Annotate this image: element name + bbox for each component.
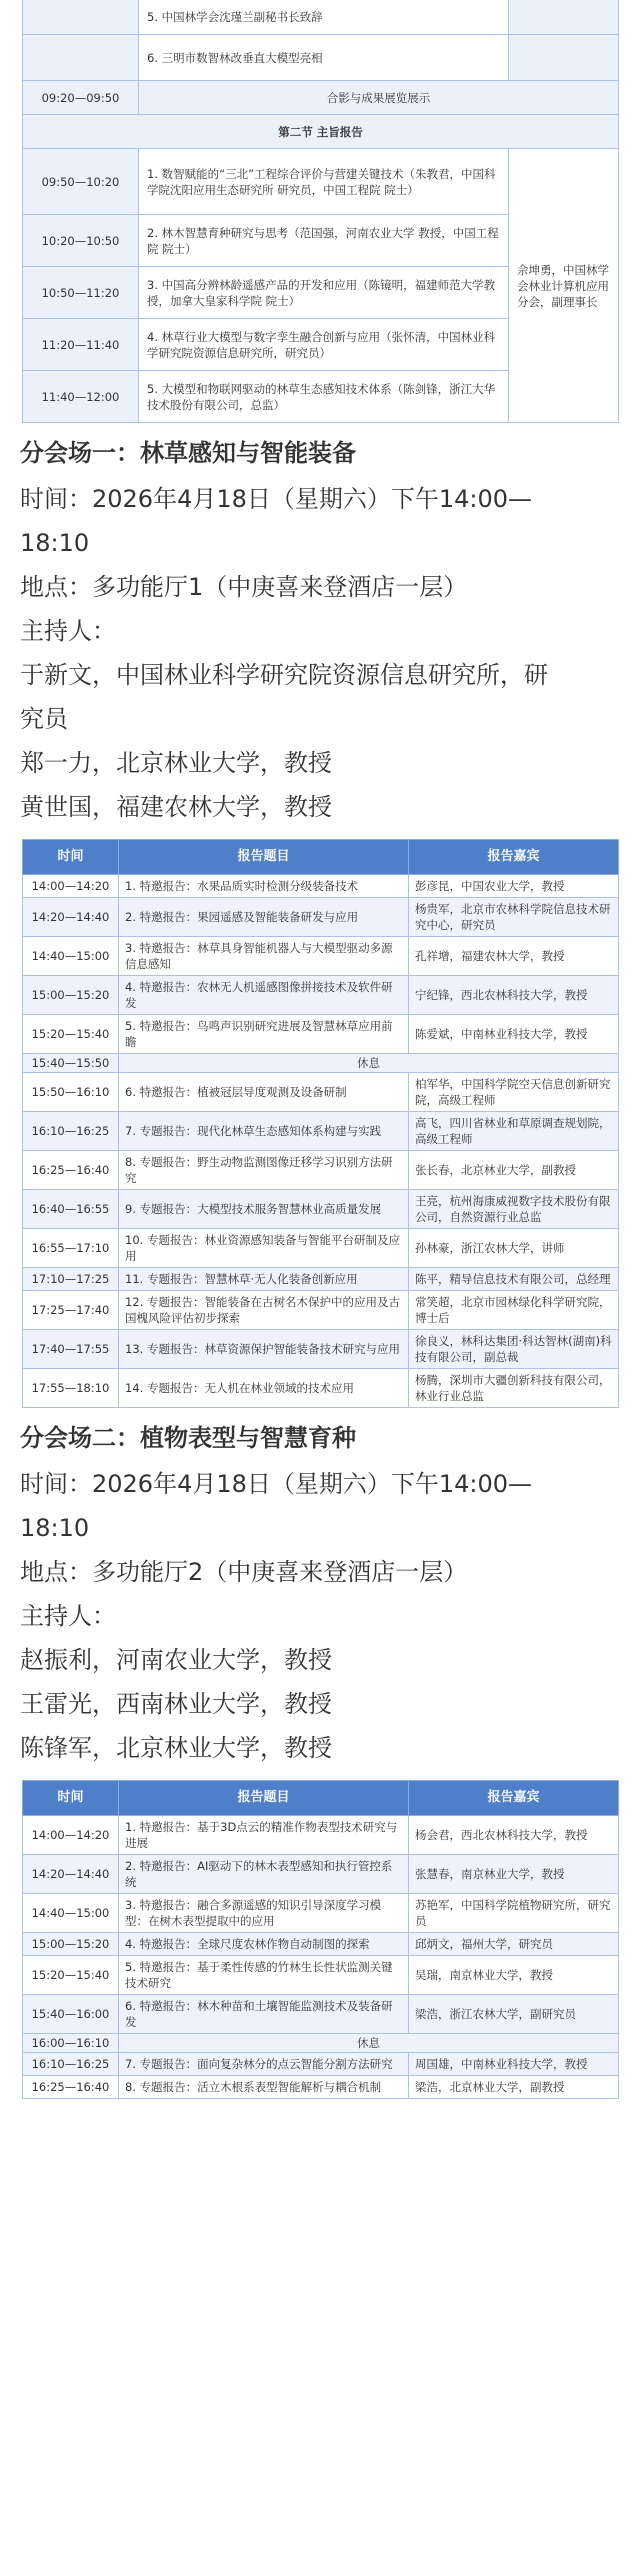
row-time: 17:10—17:25	[23, 1268, 119, 1291]
report-row	[23, 149, 619, 215]
photo-row	[23, 81, 619, 115]
session-1	[0, 437, 640, 829]
row-topic: 6. 特邀报告：林木种苗和土壤智能监测技术及装备研发	[119, 1995, 409, 2034]
row-guest: 苏艳军，中国科学院植物研究所，研究员	[409, 1894, 619, 1933]
row-topic: 1. 特邀报告：基于3D点云的精准作物表型技术研究与进展	[119, 1816, 409, 1855]
row-time: 14:00—14:20	[23, 1816, 119, 1855]
row-topic: 8. 专题报告：野生动物监测图像迁移学习识别方法研究	[119, 1151, 409, 1190]
row-guest: 孔祥增，福建农林大学，教授	[409, 937, 619, 976]
session-1-host: 于新文，中国林业科学研究院资源信息研究所，研	[20, 661, 548, 689]
opening-agenda-table	[22, 0, 619, 423]
row-topic: 4. 特邀报告：农林无人机遥感图像拼接技术及软件研发	[119, 976, 409, 1015]
row-guest: 高飞，四川省林业和草原调查规划院，高级工程师	[409, 1112, 619, 1151]
row-time: 15:50—16:10	[23, 1073, 119, 1112]
report-time: 10:50—11:20	[23, 267, 139, 319]
row-topic: 8. 专题报告：活立木根系表型智能解析与耦合机制	[119, 2076, 409, 2099]
row-time: 16:10—16:25	[23, 1112, 119, 1151]
report-time: 11:40—12:00	[23, 371, 139, 423]
row-time: 14:20—14:40	[23, 1855, 119, 1894]
session-1-host-label: 主持人：	[20, 617, 116, 645]
col-header-time: 时间	[23, 1781, 119, 1816]
row-time: 17:55—18:10	[23, 1369, 119, 1408]
session-2-host: 陈锋军，北京林业大学，教授	[20, 1734, 332, 1762]
row-time: 14:40—15:00	[23, 1894, 119, 1933]
row-time: 15:40—16:00	[23, 1995, 119, 2034]
row-topic: 7. 专题报告：现代化林草生态感知体系构建与实践	[119, 1112, 409, 1151]
row-guest: 张慧春，南京林业大学，教授	[409, 1855, 619, 1894]
row-time: 17:40—17:55	[23, 1330, 119, 1369]
speech-row	[23, 35, 619, 81]
row-time: 16:25—16:40	[23, 2076, 119, 2099]
session-1-title: 分会场一：林草感知与智能装备	[20, 439, 356, 467]
row-time: 16:00—16:10	[23, 2034, 119, 2053]
row-time: 16:10—16:25	[23, 2053, 119, 2076]
session-1-schedule-table	[22, 839, 619, 1408]
col-header-guest: 报告嘉宾	[409, 840, 619, 875]
schedule-row	[23, 1330, 619, 1369]
photo-label: 合影与成果展览展示	[139, 81, 619, 115]
session-1-venue: 地点：多功能厅1（中庚喜来登酒店一层）	[20, 573, 468, 601]
row-guest: 邱炳文，福州大学，研究员	[409, 1933, 619, 1956]
row-topic: 2. 特邀报告：AI驱动下的林木表型感知和执行管控系统	[119, 1855, 409, 1894]
schedule-row	[23, 1956, 619, 1995]
report-title: 3. 中国高分辨林龄遥感产品的开发和应用（陈镜明，福建师范大学教授，加拿大皇家科学院 院士）	[139, 267, 509, 319]
schedule-row	[23, 1229, 619, 1268]
row-guest: 吴瑞，南京林业大学，教授	[409, 1956, 619, 1995]
row-guest: 彭彦昆，中国农业大学，教授	[409, 875, 619, 898]
row-guest: 柏军华，中国科学院空天信息创新研究院，高级工程师	[409, 1073, 619, 1112]
row-time: 14:20—14:40	[23, 898, 119, 937]
schedule-row	[23, 1015, 619, 1054]
row-topic: 1. 特邀报告：水果品质实时检测分级装备技术	[119, 875, 409, 898]
row-guest: 梁浩，北京林业大学，副教授	[409, 2076, 619, 2099]
row-topic: 5. 特邀报告：鸟鸣声识别研究进展及智慧林草应用前瞻	[119, 1015, 409, 1054]
report-time: 11:20—11:40	[23, 319, 139, 371]
schedule-row	[23, 976, 619, 1015]
schedule-row	[23, 875, 619, 898]
schedule-row	[23, 1291, 619, 1330]
break-label: 休息	[119, 2034, 619, 2053]
photo-time: 09:20—09:50	[23, 81, 139, 115]
row-time: 14:00—14:20	[23, 875, 119, 898]
session-2-time-cont: 18:10	[20, 1514, 90, 1542]
schedule-row	[23, 1816, 619, 1855]
report-title: 1. 数智赋能的“三北”工程综合评价与营建关键技术（朱教君，中国科学院沈阳应用生态研究所 研究员，中国工程院 院士）	[139, 149, 509, 215]
row-guest: 孙林豪，浙江农林大学，讲师	[409, 1229, 619, 1268]
section-header-row	[23, 115, 619, 149]
schedule-row	[23, 1112, 619, 1151]
speech-row	[23, 0, 619, 35]
session-2	[0, 1422, 640, 1770]
row-guest: 徐良义，林科达集团·科达智林(湖南)科技有限公司，副总裁	[409, 1330, 619, 1369]
row-time: 16:40—16:55	[23, 1190, 119, 1229]
row-guest: 陈爱斌，中南林业科技大学，教授	[409, 1015, 619, 1054]
schedule-header-row	[23, 840, 619, 875]
session-2-venue: 地点：多功能厅2（中庚喜来登酒店一层）	[20, 1558, 468, 1586]
row-guest: 王亮，杭州海康威视数字技术股份有限公司，自然资源行业总监	[409, 1190, 619, 1229]
row-topic: 9. 专题报告：大模型技术服务智慧林业高质量发展	[119, 1190, 409, 1229]
session-1-host-cont: 究员	[20, 705, 68, 733]
report-title: 2. 林木智慧育种研究与思考（范国强，河南农业大学 教授，中国工程院 院士）	[139, 215, 509, 267]
row-guest: 周国雄，中南林业科技大学，教授	[409, 2053, 619, 2076]
schedule-row	[23, 1894, 619, 1933]
row-time: 15:00—15:20	[23, 976, 119, 1015]
session-2-time: 时间：2026年4月18日（星期六）下午14:00—	[20, 1470, 533, 1498]
schedule-row	[23, 1933, 619, 1956]
row-time: 17:25—17:40	[23, 1291, 119, 1330]
schedule-break-row	[23, 2034, 619, 2053]
row-time: 15:20—15:40	[23, 1956, 119, 1995]
row-guest: 杨腾，深圳市大疆创新科技有限公司，林业行业总监	[409, 1369, 619, 1408]
row-guest: 张长春，北京林业大学，副教授	[409, 1151, 619, 1190]
row-topic: 6. 特邀报告：植被冠层导度观测及设备研制	[119, 1073, 409, 1112]
col-header-time: 时间	[23, 840, 119, 875]
session-1-host: 黄世国，福建农林大学，教授	[20, 793, 332, 821]
report-title: 4. 林草行业大模型与数字孪生融合创新与应用（张怀清，中国林业科学研究院资源信息研究所，研究员）	[139, 319, 509, 371]
speech-item: 6. 三明市数智林改垂直大模型亮相	[139, 35, 509, 81]
schedule-row	[23, 1073, 619, 1112]
col-header-guest: 报告嘉宾	[409, 1781, 619, 1816]
row-topic: 2. 特邀报告：果园遥感及智能装备研发与应用	[119, 898, 409, 937]
row-guest: 梁浩，浙江农林大学，副研究员	[409, 1995, 619, 2034]
session-1-time: 时间：2026年4月18日（星期六）下午14:00—	[20, 485, 533, 513]
schedule-row	[23, 937, 619, 976]
schedule-row	[23, 1190, 619, 1229]
row-topic: 3. 特邀报告：融合多源遥感的知识引导深度学习模型：在树木表型提取中的应用	[119, 1894, 409, 1933]
row-topic: 5. 特邀报告：基于柔性传感的竹林生长性状监测关键技术研究	[119, 1956, 409, 1995]
row-guest: 宁纪锋，西北农林科技大学，教授	[409, 976, 619, 1015]
session-2-host: 赵振利，河南农业大学，教授	[20, 1646, 332, 1674]
row-guest: 常笑超，北京市园林绿化科学研究院，博士后	[409, 1291, 619, 1330]
row-guest: 陈平，精导信息技术有限公司，总经理	[409, 1268, 619, 1291]
speech-item: 5. 中国林学会沈瑾兰副秘书长致辞	[139, 0, 509, 35]
break-label: 休息	[119, 1054, 619, 1073]
schedule-row	[23, 1995, 619, 2034]
report-title: 5. 大模型和物联网驱动的林草生态感知技术体系（陈剑锋，浙江大华技术股份有限公司，总监）	[139, 371, 509, 423]
schedule-row	[23, 1855, 619, 1894]
session-2-host-label: 主持人：	[20, 1602, 116, 1630]
schedule-row	[23, 1369, 619, 1408]
session-1-host: 郑一力，北京林业大学，教授	[20, 749, 332, 777]
row-topic: 7. 专题报告：面向复杂林分的点云智能分割方法研究	[119, 2053, 409, 2076]
schedule-row	[23, 1151, 619, 1190]
row-topic: 4. 特邀报告：全球尺度农林作物自动制图的探索	[119, 1933, 409, 1956]
report-time: 10:20—10:50	[23, 215, 139, 267]
row-time: 16:55—17:10	[23, 1229, 119, 1268]
section-title: 第二节 主旨报告	[23, 115, 619, 149]
session-2-schedule-table	[22, 1780, 619, 2099]
row-topic: 10. 专题报告：林业资源感知装备与智能平台研制及应用	[119, 1229, 409, 1268]
schedule-break-row	[23, 1054, 619, 1073]
col-header-topic: 报告题目	[119, 1781, 409, 1816]
row-time: 14:40—15:00	[23, 937, 119, 976]
schedule-row	[23, 2053, 619, 2076]
row-topic: 13. 专题报告：林草资源保护智能装备技术研究与应用	[119, 1330, 409, 1369]
session-2-host: 王雷光，西南林业大学，教授	[20, 1690, 332, 1718]
row-topic: 14. 专题报告：无人机在林业领域的技术应用	[119, 1369, 409, 1408]
row-time: 15:40—15:50	[23, 1054, 119, 1073]
schedule-header-row	[23, 1781, 619, 1816]
row-time: 15:00—15:20	[23, 1933, 119, 1956]
row-time: 16:25—16:40	[23, 1151, 119, 1190]
schedule-row	[23, 2076, 619, 2099]
col-header-topic: 报告题目	[119, 840, 409, 875]
row-time: 15:20—15:40	[23, 1015, 119, 1054]
schedule-row	[23, 1268, 619, 1291]
row-guest: 杨贵军，北京市农林科学院信息技术研究中心，研究员	[409, 898, 619, 937]
row-topic: 11. 专题报告：智慧林草·无人化装备创新应用	[119, 1268, 409, 1291]
report-host: 佘坤勇，中国林学会林业计算机应用分会，副理事长	[509, 149, 619, 423]
row-guest: 杨会君，西北农林科技大学，教授	[409, 1816, 619, 1855]
session-2-title: 分会场二：植物表型与智慧育种	[20, 1424, 356, 1452]
row-topic: 12. 专题报告：智能装备在古树名木保护中的应用及古国槐风险评估初步探索	[119, 1291, 409, 1330]
report-time: 09:50—10:20	[23, 149, 139, 215]
session-1-time-cont: 18:10	[20, 529, 90, 557]
schedule-row	[23, 898, 619, 937]
row-topic: 3. 特邀报告：林草具身智能机器人与大模型驱动多源信息感知	[119, 937, 409, 976]
